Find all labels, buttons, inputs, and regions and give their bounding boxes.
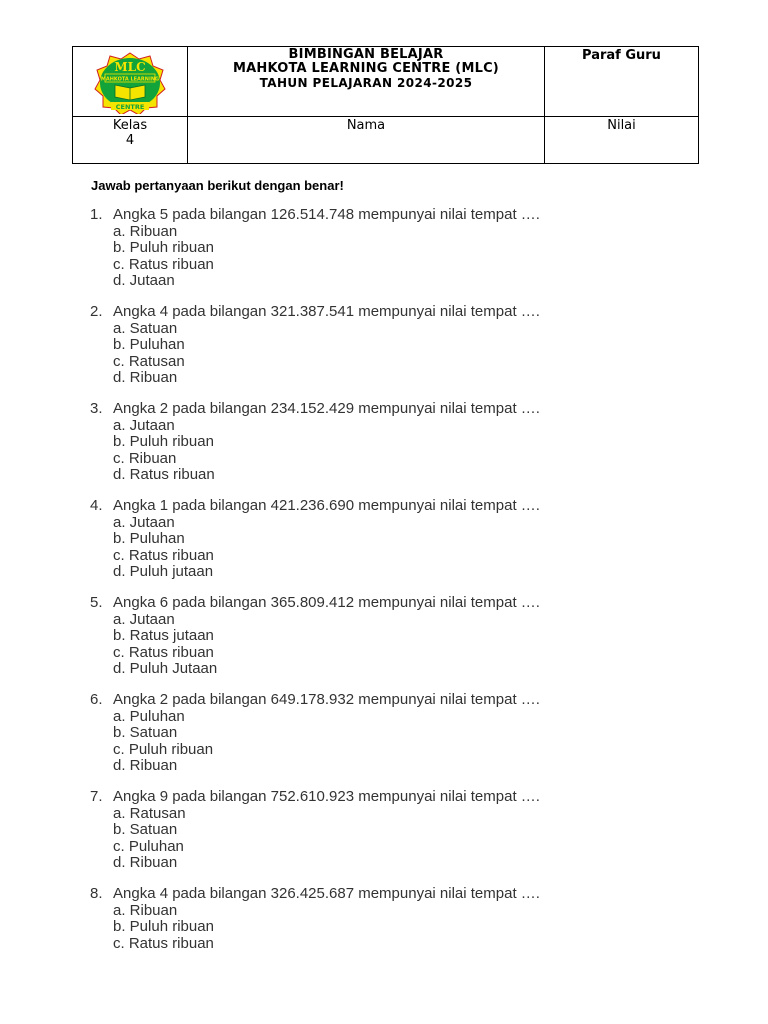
- question-item: [90, 886, 730, 952]
- question-line: [90, 886, 730, 903]
- answer-option: c. Puluhan: [113, 837, 184, 855]
- mlc-logo: [93, 52, 167, 114]
- svg-text:CENTRE: CENTRE: [115, 103, 145, 111]
- question-item: [90, 595, 730, 678]
- question-number: 2.: [90, 303, 103, 320]
- kelas-label: Kelas: [112, 118, 148, 133]
- answer-option: c. Ratus ribuan: [113, 546, 214, 564]
- answer-option: d. Ratus ribuan: [113, 466, 215, 483]
- question-line: [90, 304, 730, 321]
- question-line: [90, 789, 730, 806]
- question-item: [90, 498, 730, 581]
- svg-text:MLC: MLC: [114, 60, 146, 74]
- answer-option: b. Satuan: [113, 724, 178, 741]
- answer-option: a. Ribuan: [113, 901, 178, 919]
- answer-option: c. Ratusan: [113, 352, 185, 370]
- answer-option: b. Puluh ribuan: [113, 918, 214, 935]
- answer-option: a. Puluhan: [113, 707, 185, 725]
- question-number: 7.: [90, 788, 103, 805]
- answer-option: a. Ribuan: [113, 222, 178, 240]
- paraf-guru-cell: [545, 47, 699, 117]
- nama-cell: [188, 117, 545, 164]
- question-line: [90, 595, 730, 612]
- answer-option: a. Jutaan: [113, 513, 175, 531]
- logo-cell: [73, 47, 188, 117]
- question-number: 5.: [90, 594, 103, 611]
- answer-option: b. Puluh ribuan: [113, 239, 214, 256]
- question-text: Angka 4 pada bilangan 321.387.541 mempunyai nilai tempat ….: [113, 303, 540, 320]
- title-line-2: MAHKOTA LEARNING CENTRE (MLC): [233, 61, 499, 76]
- question-item: [90, 789, 730, 872]
- question-text: Angka 6 pada bilangan 365.809.412 mempunyai nilai tempat ….: [113, 594, 540, 611]
- question-text: Angka 4 pada bilangan 326.425.687 mempunyai nilai tempat ….: [113, 885, 540, 902]
- answer-option: d. Puluh Jutaan: [113, 660, 218, 677]
- nama-label: Nama: [346, 118, 386, 133]
- question-number: 6.: [90, 691, 103, 708]
- question-text: Angka 9 pada bilangan 752.610.923 mempunyai nilai tempat ….: [113, 788, 540, 805]
- question-number: 3.: [90, 400, 103, 417]
- answer-option: d. Ribuan: [113, 757, 178, 774]
- answer-option: b. Satuan: [113, 821, 178, 838]
- kelas-cell: [73, 117, 188, 164]
- title-line-1: BIMBINGAN BELAJAR: [288, 47, 444, 62]
- question-number: 1.: [90, 206, 103, 223]
- answer-option: a. Jutaan: [113, 416, 175, 434]
- question-line: [90, 401, 730, 418]
- question-item: [90, 304, 730, 387]
- header-table: [72, 46, 699, 164]
- paraf-guru-label: Paraf Guru: [582, 48, 661, 63]
- question-line: [90, 692, 730, 709]
- question-text: Angka 2 pada bilangan 649.178.932 mempunyai nilai tempat ….: [113, 691, 540, 708]
- answer-option: b. Puluh ribuan: [113, 433, 214, 450]
- answer-option: d. Ribuan: [113, 854, 178, 871]
- question-text: Angka 5 pada bilangan 126.514.748 mempunyai nilai tempat ….: [113, 206, 540, 223]
- question-item: [90, 692, 730, 775]
- question-item: [90, 401, 730, 484]
- answer-option: a. Satuan: [113, 319, 178, 337]
- svg-text:MAHKOTA LEARNING: MAHKOTA LEARNING: [100, 76, 160, 83]
- question-item: [90, 207, 730, 290]
- answer-option: a. Jutaan: [113, 610, 175, 628]
- answer-option: b. Puluhan: [113, 530, 185, 547]
- answer-option: c. Ratus ribuan: [113, 255, 214, 273]
- title-cell: [188, 47, 545, 117]
- answer-option: b. Ratus jutaan: [113, 627, 214, 644]
- question-line: [90, 498, 730, 515]
- question-text: Angka 1 pada bilangan 421.236.690 mempunyai nilai tempat ….: [113, 497, 540, 514]
- nilai-label: Nilai: [607, 118, 636, 133]
- answer-option: d. Ribuan: [113, 369, 178, 386]
- answer-option: c. Ratus ribuan: [113, 643, 214, 661]
- instruction-text: Jawab pertanyaan berikut dengan benar!: [91, 178, 344, 193]
- answer-option: d. Puluh jutaan: [113, 563, 214, 580]
- answer-option: c. Ribuan: [113, 449, 177, 467]
- answer-option: c. Ratus ribuan: [113, 934, 214, 952]
- nilai-cell: [545, 117, 699, 164]
- answer-option: a. Ratusan: [113, 804, 186, 822]
- kelas-value: 4: [125, 133, 135, 148]
- answer-option: b. Puluhan: [113, 336, 185, 353]
- question-number: 4.: [90, 497, 103, 514]
- question-line: [90, 207, 730, 224]
- answer-option: c. Puluh ribuan: [113, 740, 214, 758]
- question-number: 8.: [90, 885, 103, 902]
- answer-option: d. Jutaan: [113, 272, 175, 289]
- title-line-3: TAHUN PELAJARAN 2024-2025: [259, 76, 473, 90]
- question-list: [90, 207, 730, 967]
- question-text: Angka 2 pada bilangan 234.152.429 mempunyai nilai tempat ….: [113, 400, 540, 417]
